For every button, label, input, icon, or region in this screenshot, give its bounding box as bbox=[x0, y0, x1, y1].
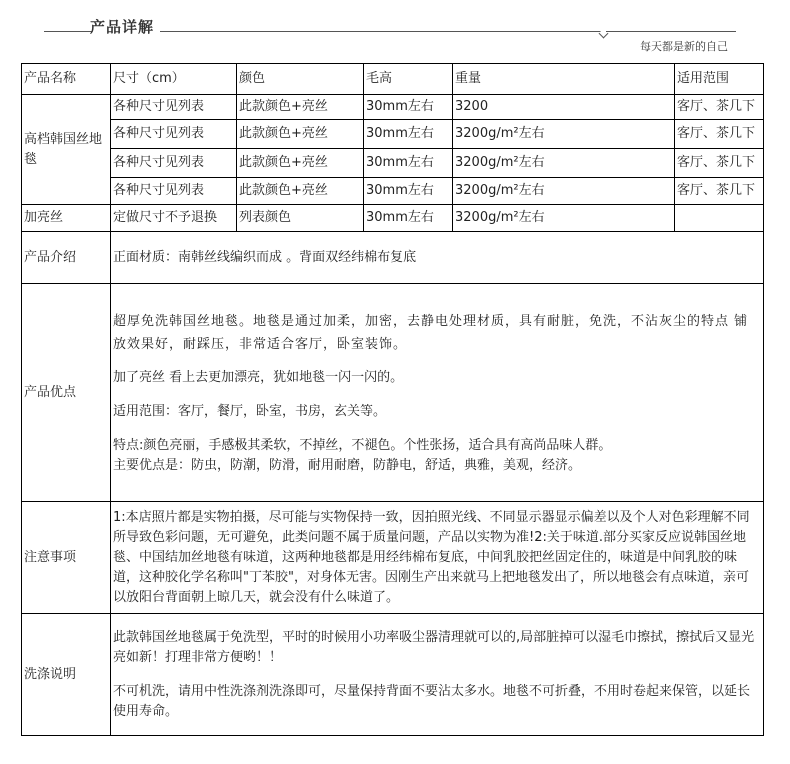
advantages-row bbox=[22, 284, 764, 502]
advantages-content bbox=[111, 284, 764, 502]
intro-label: 产品介绍 bbox=[22, 232, 111, 284]
pile-cell: 30mm左右 bbox=[364, 178, 453, 205]
table-header-row bbox=[22, 64, 764, 95]
washing-row bbox=[22, 614, 764, 736]
col-header-scope: 适用范围 bbox=[675, 64, 764, 95]
weight-cell: 3200g/m²左右 bbox=[453, 120, 675, 149]
scope-cell: 客厅、茶几下 bbox=[675, 120, 764, 149]
section-subtitle: 每天都是新的自己 bbox=[640, 40, 728, 53]
color-cell: 此款颜色+亮丝 bbox=[237, 95, 364, 120]
intro-row bbox=[22, 232, 764, 284]
advantages-paragraph: 加了亮丝 看上去更加漂亮，犹如地毯一闪一闪的。 bbox=[113, 369, 404, 385]
scope-cell: 客厅、茶几下 bbox=[675, 95, 764, 120]
intro-text: 正面材质：南韩丝线编织而成 。背面双经纬棉布复底 bbox=[111, 232, 764, 284]
color-cell: 此款颜色+亮丝 bbox=[237, 149, 364, 178]
pile-cell: 30mm左右 bbox=[364, 149, 453, 178]
addon-weight-cell: 3200g/m²左右 bbox=[453, 205, 675, 232]
weight-cell: 3200g/m²左右 bbox=[453, 178, 675, 205]
table-row bbox=[22, 95, 764, 120]
pile-cell: 30mm左右 bbox=[364, 120, 453, 149]
col-header-weight: 重量 bbox=[453, 64, 675, 95]
header-rule-right-end bbox=[606, 31, 736, 32]
col-header-color: 颜色 bbox=[237, 64, 364, 95]
washing-content bbox=[111, 614, 764, 736]
size-cell: 各种尺寸见列表 bbox=[111, 149, 237, 178]
pile-cell: 30mm左右 bbox=[364, 95, 453, 120]
notes-label: 注意事项 bbox=[22, 502, 111, 614]
advantages-paragraph: 超厚免洗韩国丝地毯。地毯是通过加柔，加密，去静电处理材质，具有耐脏，免洗，不沾灰尘的特点 铺放效果好，耐踩压，非常适合客厅，卧室装饰。 bbox=[113, 313, 749, 352]
header-rule-left bbox=[44, 31, 92, 32]
washing-paragraph: 不可机洗，请用中性洗涤剂洗涤即可，尽量保持背面不要沾太多水。地毯不可折叠，不用时卷起来保管，以延长使用寿命。 bbox=[113, 683, 751, 719]
advantages-paragraph: 主要优点是：防虫，防潮，防滑，耐用耐磨，防静电，舒适，典雅，美观，经济。 bbox=[113, 457, 582, 473]
section-title: 产品详解 bbox=[90, 18, 155, 36]
addon-size-cell: 定做尺寸不予退换 bbox=[111, 205, 237, 232]
advantages-paragraph: 特点:颜色亮丽，手感极其柔软，不掉丝，不褪色。个性张扬，适合具有高尚品味人群。 bbox=[113, 437, 612, 453]
washing-label: 洗涤说明 bbox=[22, 614, 111, 736]
product-name-cell: 高档韩国丝地毯 bbox=[22, 95, 111, 205]
scope-cell: 客厅、茶几下 bbox=[675, 149, 764, 178]
size-cell: 各种尺寸见列表 bbox=[111, 178, 237, 205]
notes-text: 1:本店照片都是实物拍摄，尽可能与实物保持一致，因拍照光线、不同显示器显示偏差以及个人对色彩理解不同所导致色彩问题，无可避免，此类问题不属于质量问题，产品以实物为准!2:关于味道.部分买家反应说韩国丝地毯、中国结加丝地毯有味道，这两种地毯都是用经纬棉布复底，中间乳胶把丝固定住的，味道是中间乳胶的味道，这种胶化学名称叫"丁苯胶"，对身体无害。因刚生产出来就马上把地毯发出了，所以地毯会有点味道，亲可以放阳台背面朝上晾几天，就会没有什么味道了。 bbox=[111, 502, 764, 614]
addon-empty-cell bbox=[675, 205, 764, 232]
addon-name-cell: 加亮丝 bbox=[22, 205, 111, 232]
washing-paragraph: 此款韩国丝地毯属于免洗型，平时的时候用小功率吸尘器清理就可以的,局部脏掉可以湿毛巾擦拭，擦拭后又显光亮如新！打理非常方便哟！！ bbox=[113, 629, 755, 665]
col-header-name: 产品名称 bbox=[22, 64, 111, 95]
advantages-label: 产品优点 bbox=[22, 284, 111, 502]
header-rule-right bbox=[160, 31, 602, 32]
scope-cell: 客厅、茶几下 bbox=[675, 178, 764, 205]
table-row bbox=[22, 178, 764, 205]
addon-row bbox=[22, 205, 764, 232]
addon-pile-cell: 30mm左右 bbox=[364, 205, 453, 232]
col-header-pile: 毛高 bbox=[364, 64, 453, 95]
weight-cell: 3200g/m²左右 bbox=[453, 149, 675, 178]
color-cell: 此款颜色+亮丝 bbox=[237, 120, 364, 149]
notes-row bbox=[22, 502, 764, 614]
product-detail-table bbox=[21, 63, 764, 736]
color-cell: 此款颜色+亮丝 bbox=[237, 178, 364, 205]
size-cell: 各种尺寸见列表 bbox=[111, 95, 237, 120]
advantages-paragraph: 适用范围：客厅，餐厅，卧室，书房，玄关等。 bbox=[113, 403, 387, 419]
col-header-size: 尺寸（cm） bbox=[111, 64, 237, 95]
size-cell: 各种尺寸见列表 bbox=[111, 120, 237, 149]
addon-color-cell: 列表颜色 bbox=[237, 205, 364, 232]
table-row bbox=[22, 120, 764, 149]
table-row bbox=[22, 149, 764, 178]
weight-cell: 3200 bbox=[453, 95, 675, 120]
